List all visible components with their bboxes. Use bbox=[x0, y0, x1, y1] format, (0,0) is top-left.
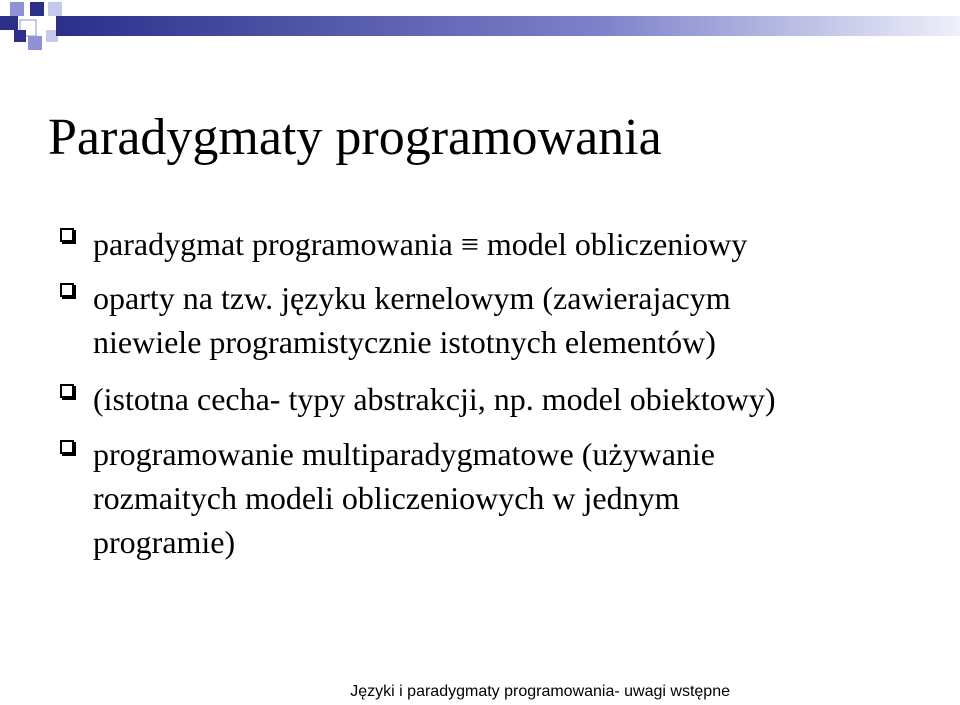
deco-square bbox=[48, 2, 62, 16]
bullet-text: (istotna cecha- typy abstrakcji, np. model obiektowy) bbox=[93, 381, 776, 417]
square-bullet-icon bbox=[60, 283, 74, 297]
square-bullet-icon bbox=[60, 228, 74, 242]
bullet-text: oparty na tzw. języku kernelowym (zawierajacym niewiele programistycznie istotnych elementów) bbox=[93, 280, 731, 360]
header-decoration bbox=[0, 0, 960, 60]
square-bullet-icon bbox=[60, 384, 74, 398]
square-bullet-icon bbox=[60, 440, 74, 454]
deco-square bbox=[0, 16, 18, 30]
deco-square bbox=[30, 2, 44, 16]
bullet-text: paradygmat programowania ≡ model obliczeniowy bbox=[93, 226, 748, 262]
header-bar bbox=[56, 16, 960, 36]
slide-footer: Języki i paradygmaty programowania- uwagi wstępne bbox=[350, 683, 730, 700]
bullet-text: programowanie multiparadygmatowe (używanie rozmaitych modeli obliczeniowych w jednym programie) bbox=[93, 436, 715, 560]
deco-square bbox=[14, 30, 26, 42]
slide-title: Paradygmaty programowania bbox=[48, 109, 662, 166]
deco-square bbox=[28, 36, 42, 50]
deco-square bbox=[10, 2, 24, 16]
